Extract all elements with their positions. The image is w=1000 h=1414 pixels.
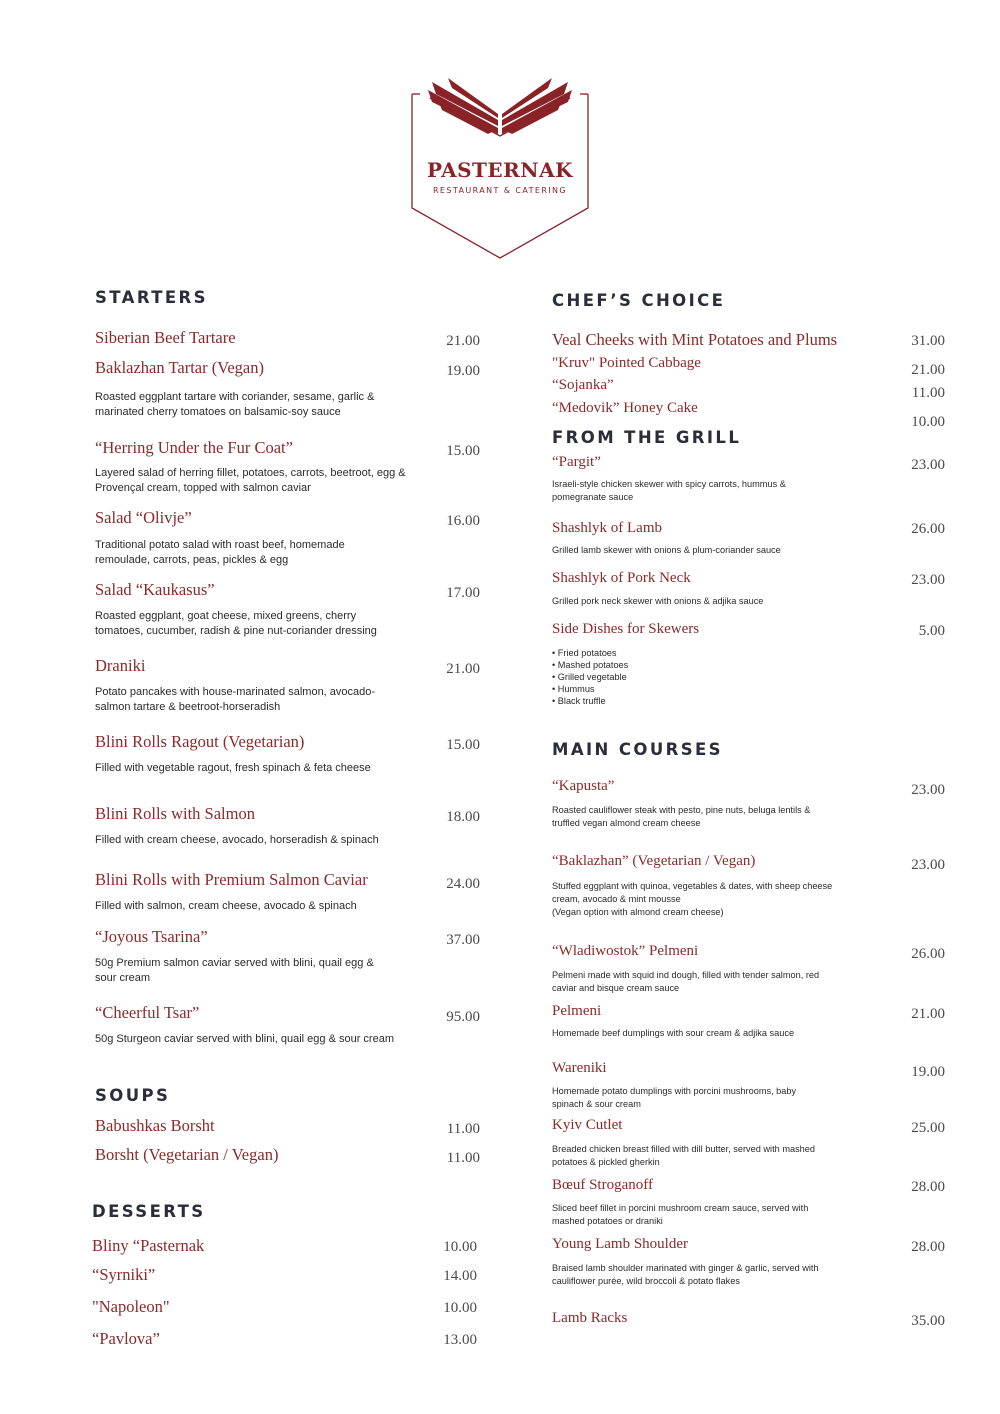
- dish-price: 10.00: [443, 1239, 477, 1255]
- dish-price: 10.00: [443, 1300, 477, 1316]
- dish-price: 23.00: [911, 782, 945, 798]
- dish-name: Salad “Kaukasus”: [95, 580, 215, 599]
- dish-price: 13.00: [443, 1332, 477, 1348]
- dish-price: 21.00: [911, 362, 945, 378]
- dish-name: Babushkas Borsht: [95, 1116, 215, 1135]
- dish-description: Braised lamb shoulder marinated with ginger & garlic, served with cauliflower purée, wild broccoli & potato flakes: [552, 1263, 819, 1286]
- dish-name: Side Dishes for Skewers: [552, 621, 700, 637]
- dish-description: Traditional potato salad with roast beef, homemade remoulade, carrots, peas, pickles & egg: [95, 539, 345, 566]
- dish-name: Veal Cheeks with Mint Potatoes and Plums: [552, 330, 838, 349]
- dish-name: Young Lamb Shoulder: [552, 1236, 688, 1252]
- dish-description: 50g Premium salmon caviar served with blini, quail egg & sour cream: [95, 957, 374, 984]
- dish-price: 23.00: [911, 857, 945, 873]
- dish-name: Kyiv Cutlet: [552, 1117, 623, 1133]
- logo: [408, 76, 592, 262]
- dish-price: 23.00: [911, 457, 945, 473]
- dish-price: 21.00: [911, 1006, 945, 1022]
- dish-description-note: (Vegan option with almond cream cheese): [552, 907, 724, 917]
- brand-tagline: RESTAURANT & CATERING: [432, 186, 568, 195]
- section-title-desserts: DESSERTS: [92, 1202, 206, 1221]
- section-title-mains: MAIN COURSES: [552, 740, 723, 759]
- dish-description: 50g Sturgeon caviar served with blini, quail egg & sour cream: [95, 1033, 394, 1045]
- dish-price: 21.00: [446, 661, 480, 677]
- section-title-starters: STARTERS: [95, 288, 208, 307]
- list-item: • Hummus: [552, 684, 595, 694]
- dish-price: 11.00: [446, 1150, 480, 1166]
- dish-price: 14.00: [443, 1268, 477, 1284]
- dish-name: “Kapusta”: [552, 778, 615, 794]
- dish-price: 25.00: [911, 1120, 945, 1136]
- dish-price: 15.00: [446, 737, 480, 753]
- dish-name: “Wladiwostok” Pelmeni: [552, 943, 699, 959]
- list-item: • Fried potatoes: [552, 648, 617, 658]
- dish-name: “Joyous Tsarina”: [95, 927, 208, 946]
- dish-name: “Cheerful Tsar”: [95, 1003, 200, 1022]
- dish-price: 19.00: [446, 363, 480, 379]
- dish-name: Pelmeni: [552, 1003, 602, 1019]
- dish-price: 28.00: [911, 1179, 945, 1195]
- dish-price: 10.00: [911, 414, 945, 430]
- dish-price: 37.00: [446, 932, 480, 948]
- dish-name: Wareniki: [552, 1060, 607, 1076]
- dish-name: “Baklazhan” (Vegetarian / Vegan): [552, 853, 756, 869]
- dish-name: Shashlyk of Lamb: [552, 520, 662, 536]
- dish-name: Siberian Beef Tartare: [95, 328, 236, 347]
- dish-description: Roasted eggplant tartare with coriander, sesame, garlic & marinated cherry tomatoes on balsamic-soy sauce: [95, 391, 375, 418]
- dish-description: Roasted eggplant, goat cheese, mixed greens, cherry tomatoes, cucumber, radish & pine nut-coriander dressing: [95, 610, 377, 637]
- dish-name: “Medovik” Honey Cake: [552, 400, 698, 416]
- dish-name: Blini Rolls with Premium Salmon Caviar: [95, 870, 368, 889]
- dish-price: 21.00: [446, 333, 480, 349]
- dish-price: 26.00: [911, 521, 945, 537]
- dish-description: Pelmeni made with squid ind dough, filled with tender salmon, red caviar and bisque cream sauce: [552, 970, 820, 993]
- dish-name: “Herring Under the Fur Coat”: [95, 438, 293, 457]
- dish-price: 28.00: [911, 1239, 945, 1255]
- dish-name: Draniki: [95, 656, 146, 675]
- dish-name: "Kruv" Pointed Cabbage: [552, 355, 701, 371]
- dish-name: Bliny “Pasternak: [92, 1236, 205, 1255]
- dish-price: 5.00: [918, 623, 945, 639]
- dish-name: Salad “Olivje”: [95, 508, 192, 527]
- brand-name: PASTERNAK: [427, 158, 573, 182]
- dish-name: Blini Rolls Ragout (Vegetarian): [95, 732, 305, 751]
- dish-description: Stuffed eggplant with quinoa, vegetables & dates, with sheep cheese cream, avocado & mint mousse: [552, 881, 833, 904]
- dish-description: Filled with salmon, cream cheese, avocado & spinach: [95, 900, 357, 912]
- dish-description: Layered salad of herring fillet, potatoes, carrots, beetroot, egg & Provençal cream, topped with salmon caviar: [95, 467, 406, 494]
- section-title-chefs-choice: CHEF’S CHOICE: [552, 291, 726, 310]
- dish-description: Grilled pork neck skewer with onions & adjika sauce: [552, 596, 764, 606]
- section-title-soups: SOUPS: [95, 1086, 171, 1105]
- dish-name: “Pargit”: [552, 454, 601, 470]
- side-dishes-list: [552, 647, 628, 707]
- list-item: • Mashed potatoes: [552, 660, 629, 670]
- dish-price: 24.00: [446, 876, 480, 892]
- dish-price: 23.00: [911, 572, 945, 588]
- dish-name: Lamb Racks: [552, 1310, 628, 1326]
- list-item: • Black truffle: [552, 696, 606, 706]
- dish-name: Baklazhan Tartar (Vegan): [95, 358, 264, 377]
- dish-name: "Napoleon": [92, 1297, 170, 1316]
- dish-price: 16.00: [446, 513, 480, 529]
- dish-name: “Pavlova”: [92, 1329, 160, 1348]
- dish-description: Breaded chicken breast filled with dill butter, served with mashed potatoes & pickled gherkin: [552, 1144, 816, 1167]
- dish-description: Sliced beef fillet in porcini mushroom cream sauce, served with mashed potatoes or draniki: [552, 1203, 809, 1226]
- dish-price: 18.00: [446, 809, 480, 825]
- dish-price: 17.00: [446, 585, 480, 601]
- dish-description: Homemade beef dumplings with sour cream & adjika sauce: [552, 1028, 795, 1038]
- dish-price: 26.00: [911, 946, 945, 962]
- dish-description: Israeli-style chicken skewer with spicy carrots, hummus & pomegranate sauce: [552, 479, 786, 502]
- dish-name: “Syrniki”: [92, 1265, 156, 1284]
- dish-name: “Sojanka”: [552, 377, 614, 393]
- dish-description: Grilled lamb skewer with onions & plum-coriander sauce: [552, 545, 781, 555]
- dish-description: Roasted cauliflower steak with pesto, pine nuts, beluga lentils & truffled vegan almond cream cheese: [552, 805, 811, 828]
- dish-price: 35.00: [911, 1313, 945, 1329]
- dish-price: 31.00: [911, 333, 945, 349]
- dish-name: Borsht (Vegetarian / Vegan): [95, 1145, 279, 1164]
- dish-name: Bœuf Stroganoff: [552, 1177, 653, 1193]
- dish-name: Shashlyk of Pork Neck: [552, 570, 691, 586]
- dish-price: 11.00: [911, 385, 945, 401]
- dish-name: Blini Rolls with Salmon: [95, 804, 255, 823]
- dish-description: Filled with cream cheese, avocado, horseradish & spinach: [95, 834, 379, 846]
- dish-description: Filled with vegetable ragout, fresh spinach & feta cheese: [95, 762, 371, 774]
- dish-description: Homemade potato dumplings with porcini mushrooms, baby spinach & sour cream: [552, 1086, 797, 1109]
- dish-price: 15.00: [446, 443, 480, 459]
- list-item: • Grilled vegetable: [552, 672, 627, 682]
- dish-price: 11.00: [446, 1121, 480, 1137]
- dish-description: Potato pancakes with house-marinated salmon, avocado-salmon tartare & beetroot-horseradish: [95, 686, 376, 713]
- dish-price: 19.00: [911, 1064, 945, 1080]
- section-title-grill: FROM THE GRILL: [552, 428, 742, 447]
- dish-price: 95.00: [446, 1009, 480, 1025]
